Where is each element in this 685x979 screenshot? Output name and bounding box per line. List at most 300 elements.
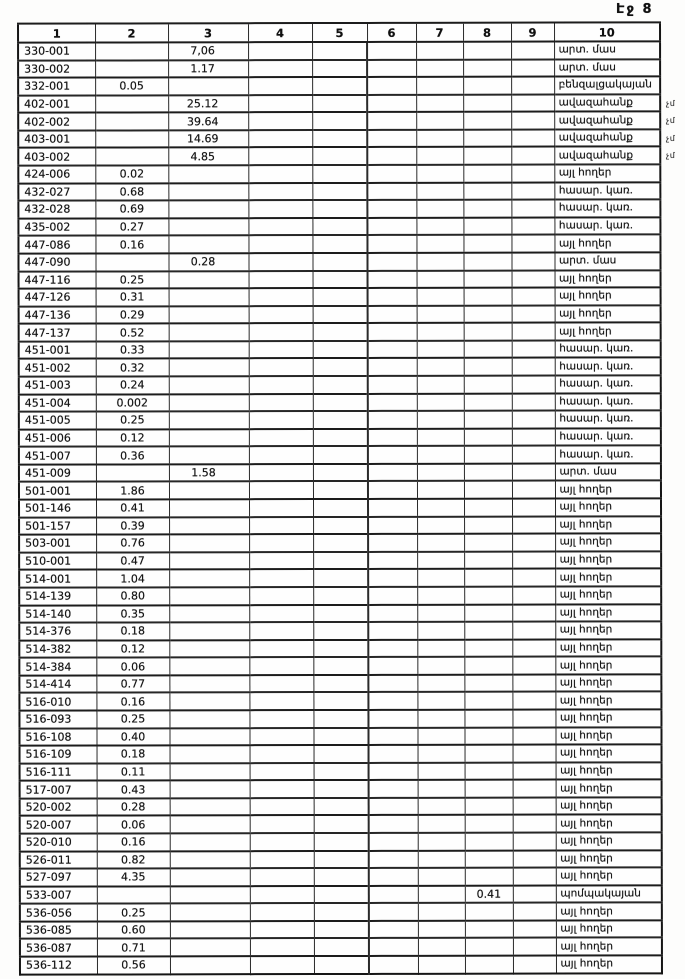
value-cell xyxy=(248,165,312,183)
table-row xyxy=(19,463,661,482)
value-cell xyxy=(417,692,464,710)
value-cell xyxy=(170,868,250,886)
value-cell: 0.47 xyxy=(96,552,169,570)
column-header-9: 9 xyxy=(511,23,554,42)
value-cell: 0.18 xyxy=(96,622,169,640)
value-cell xyxy=(170,921,250,939)
value-cell xyxy=(313,675,368,693)
value-cell xyxy=(250,763,314,781)
value-cell xyxy=(249,271,313,289)
value-cell xyxy=(368,604,417,622)
value-cell xyxy=(250,939,314,957)
value-cell xyxy=(465,833,513,851)
parcel-code-cell: 447-116 xyxy=(19,271,96,289)
value-cell xyxy=(511,59,554,77)
value-cell xyxy=(95,60,168,78)
parcel-code-cell: 514-001 xyxy=(19,570,96,588)
parcel-code-cell: 514-384 xyxy=(19,658,96,676)
parcel-code-cell: 451-006 xyxy=(19,429,96,447)
value-cell xyxy=(248,148,312,166)
value-cell xyxy=(313,517,368,535)
parcel-code-cell: 526-011 xyxy=(20,851,97,869)
value-cell xyxy=(417,288,464,306)
column-header-6: 6 xyxy=(367,23,416,42)
value-cell xyxy=(464,288,512,306)
value-cell xyxy=(170,816,250,834)
parcel-code-cell: 447-137 xyxy=(19,324,96,342)
value-cell xyxy=(249,692,313,710)
value-cell xyxy=(416,218,463,236)
land-use-cell: հասար. կառ. xyxy=(554,200,660,218)
value-cell xyxy=(368,675,417,693)
value-cell xyxy=(312,60,367,78)
value-cell xyxy=(314,745,369,763)
parcel-code-cell: 501-001 xyxy=(19,482,96,500)
value-cell xyxy=(417,358,464,376)
value-cell xyxy=(367,42,416,60)
value-cell xyxy=(249,710,313,728)
value-cell xyxy=(248,60,312,78)
value-cell xyxy=(464,587,512,605)
value-cell xyxy=(250,868,314,886)
value-cell xyxy=(511,77,554,95)
land-use-cell: այլ հողեր xyxy=(556,903,662,921)
value-cell: 0.31 xyxy=(96,288,169,306)
land-use-cell: այլ հողեր xyxy=(556,867,662,885)
land-use-cell: այլ հողեր xyxy=(555,604,661,622)
value-cell xyxy=(250,921,314,939)
land-use-cell: արտ. մաս xyxy=(555,463,661,481)
table-row xyxy=(19,639,661,658)
table-row xyxy=(20,920,662,939)
value-cell xyxy=(369,850,418,868)
value-cell xyxy=(464,674,512,692)
value-cell xyxy=(512,288,555,306)
value-cell xyxy=(169,288,249,306)
land-use-cell: այլ հողեր xyxy=(556,920,662,938)
value-cell xyxy=(417,552,464,570)
value-cell xyxy=(368,516,417,534)
value-cell xyxy=(369,763,418,781)
table-row xyxy=(19,516,661,535)
value-cell xyxy=(169,605,249,623)
value-cell xyxy=(463,253,511,271)
land-use-cell: այլ հողեր xyxy=(556,832,662,850)
value-cell xyxy=(512,463,555,481)
value-cell: 0.29 xyxy=(96,306,169,324)
value-cell xyxy=(513,903,556,921)
value-cell xyxy=(513,815,556,833)
value-cell xyxy=(169,693,249,711)
table-row xyxy=(18,252,660,271)
value-cell xyxy=(170,780,250,798)
parcel-code-cell: 332-001 xyxy=(18,78,95,96)
land-use-cell: այլ հողեր xyxy=(555,569,661,587)
value-cell xyxy=(250,815,314,833)
value-cell xyxy=(368,306,417,324)
value-cell xyxy=(417,587,464,605)
table-row xyxy=(20,797,662,816)
value-cell xyxy=(314,886,369,904)
value-cell xyxy=(248,235,312,253)
value-cell xyxy=(169,534,249,552)
value-cell xyxy=(463,147,511,165)
margin-annotation: չմ xyxy=(666,151,676,161)
value-cell xyxy=(512,692,555,710)
value-cell: 0.02 xyxy=(95,165,168,183)
value-cell xyxy=(250,956,314,974)
value-cell xyxy=(314,763,369,781)
value-cell xyxy=(512,305,555,323)
value-cell xyxy=(169,499,249,517)
value-cell: 0.16 xyxy=(97,833,170,851)
parcel-code-cell: 451-007 xyxy=(19,447,96,465)
value-cell xyxy=(513,762,556,780)
value-cell xyxy=(95,130,168,148)
value-cell xyxy=(249,587,313,605)
value-cell xyxy=(313,604,368,622)
value-cell xyxy=(416,200,463,218)
parcel-code-cell: 520-007 xyxy=(20,816,97,834)
value-cell xyxy=(313,534,368,552)
value-cell xyxy=(367,130,416,148)
parcel-code-cell: 451-003 xyxy=(19,376,96,394)
value-cell xyxy=(511,94,554,112)
value-cell xyxy=(512,270,555,288)
value-cell xyxy=(168,218,248,236)
value-cell xyxy=(250,886,314,904)
value-cell: 1.04 xyxy=(96,570,169,588)
table-row xyxy=(19,569,661,588)
value-cell xyxy=(250,798,314,816)
value-cell xyxy=(249,675,313,693)
value-cell xyxy=(368,499,417,517)
value-cell xyxy=(368,464,417,482)
value-cell xyxy=(312,200,367,218)
value-cell xyxy=(249,288,313,306)
land-use-cell: ավազահանք xyxy=(554,112,660,130)
value-cell xyxy=(249,605,313,623)
value-cell xyxy=(464,340,512,358)
value-cell: 0.11 xyxy=(97,763,170,781)
value-cell xyxy=(249,657,313,675)
value-cell: 0.80 xyxy=(96,587,169,605)
value-cell xyxy=(511,217,554,235)
value-cell xyxy=(465,745,513,763)
value-cell xyxy=(169,411,249,429)
value-cell xyxy=(170,763,250,781)
parcel-code-cell: 451-009 xyxy=(19,464,96,482)
value-cell xyxy=(169,710,249,728)
column-header-4: 4 xyxy=(248,23,312,42)
land-use-cell: ավազահանք xyxy=(554,129,660,147)
value-cell xyxy=(368,446,417,464)
value-cell xyxy=(169,341,249,359)
value-cell xyxy=(512,639,555,657)
value-cell xyxy=(248,130,312,148)
value-cell xyxy=(369,833,418,851)
table-row xyxy=(20,850,662,869)
value-cell xyxy=(368,534,417,552)
land-use-cell: այլ հողեր xyxy=(555,270,661,288)
value-cell xyxy=(511,129,554,147)
land-use-cell: այլ հողեր xyxy=(555,481,661,499)
parcel-code-cell: 517-007 xyxy=(20,781,97,799)
value-cell xyxy=(464,446,512,464)
value-cell: 0.71 xyxy=(97,939,170,957)
value-cell xyxy=(313,552,368,570)
value-cell xyxy=(369,956,418,974)
land-use-cell: այլ հողեր xyxy=(556,850,662,868)
value-cell xyxy=(312,183,367,201)
value-cell xyxy=(417,428,464,446)
value-cell xyxy=(417,411,464,429)
land-use-cell: հասար. կառ. xyxy=(555,410,661,428)
land-use-cell: այլ հողեր xyxy=(555,287,661,305)
parcel-code-cell: 447-126 xyxy=(19,289,96,307)
value-cell xyxy=(417,516,464,534)
value-cell xyxy=(369,921,418,939)
value-cell xyxy=(249,569,313,587)
value-cell xyxy=(97,886,170,904)
value-cell xyxy=(418,903,465,921)
value-cell xyxy=(250,851,314,869)
table-row xyxy=(18,235,660,254)
value-cell xyxy=(512,446,555,464)
value-cell xyxy=(313,429,368,447)
value-cell xyxy=(465,868,513,886)
value-cell xyxy=(512,604,555,622)
value-cell xyxy=(511,147,554,165)
value-cell xyxy=(170,833,250,851)
value-cell xyxy=(513,833,556,851)
value-cell: 0.27 xyxy=(95,218,168,236)
column-header-8: 8 xyxy=(463,23,511,42)
value-cell xyxy=(464,657,512,675)
value-cell: 0.35 xyxy=(96,605,169,623)
value-cell xyxy=(418,833,465,851)
value-cell xyxy=(416,165,463,183)
value-cell xyxy=(249,622,313,640)
value-cell xyxy=(417,710,464,728)
value-cell xyxy=(248,95,312,113)
table-container xyxy=(17,21,663,975)
value-cell: 0.60 xyxy=(97,921,170,939)
value-cell xyxy=(314,921,369,939)
land-use-cell: այլ հողեր xyxy=(555,534,661,552)
table-row xyxy=(19,498,661,517)
value-cell: 0.16 xyxy=(96,693,169,711)
table-row xyxy=(18,41,660,60)
land-use-cell: այլ հողեր xyxy=(555,709,661,727)
value-cell: 0.43 xyxy=(97,781,170,799)
parcel-code-cell: 514-140 xyxy=(19,605,96,623)
land-use-cell: հասար. կառ. xyxy=(555,446,661,464)
value-cell xyxy=(249,446,313,464)
value-cell xyxy=(369,886,418,904)
value-cell xyxy=(168,165,248,183)
value-cell xyxy=(464,534,512,552)
parcel-code-cell: 402-001 xyxy=(18,95,95,113)
value-cell xyxy=(368,657,417,675)
margin-annotation: չմ xyxy=(666,116,676,126)
value-cell xyxy=(416,253,463,271)
table-row xyxy=(19,674,661,693)
parcel-code-cell: 510-001 xyxy=(19,552,96,570)
value-cell: 0.002 xyxy=(96,394,169,412)
value-cell xyxy=(169,271,249,289)
land-use-cell: հասար. կառ. xyxy=(555,393,661,411)
value-cell xyxy=(248,112,312,130)
value-cell xyxy=(464,393,512,411)
land-register-table xyxy=(17,21,663,975)
value-cell: 0.06 xyxy=(97,816,170,834)
value-cell xyxy=(312,147,367,165)
value-cell xyxy=(249,640,313,658)
value-cell xyxy=(417,464,464,482)
value-cell xyxy=(512,376,555,394)
value-cell xyxy=(368,727,417,745)
value-cell xyxy=(511,200,554,218)
value-cell: 25.12 xyxy=(168,95,248,113)
value-cell xyxy=(418,850,465,868)
parcel-code-cell: 527-097 xyxy=(20,869,97,887)
value-cell xyxy=(313,657,368,675)
value-cell xyxy=(513,780,556,798)
value-cell xyxy=(314,798,369,816)
value-cell xyxy=(314,938,369,956)
table-row xyxy=(18,200,660,219)
value-cell xyxy=(464,551,512,569)
value-cell xyxy=(95,42,168,60)
table-row xyxy=(18,94,660,113)
value-cell xyxy=(169,640,249,658)
value-cell xyxy=(313,323,368,341)
value-cell xyxy=(249,728,313,746)
value-cell xyxy=(464,305,512,323)
value-cell xyxy=(313,481,368,499)
value-cell xyxy=(314,815,369,833)
value-cell xyxy=(418,921,465,939)
table-row xyxy=(19,586,661,605)
value-cell xyxy=(367,112,416,130)
value-cell xyxy=(513,956,556,974)
value-cell xyxy=(418,762,465,780)
land-use-cell: այլ հողեր xyxy=(556,762,662,780)
land-use-cell: արտ. մաս xyxy=(554,252,660,270)
value-cell xyxy=(313,727,368,745)
value-cell xyxy=(464,358,512,376)
value-cell: 0.36 xyxy=(96,447,169,465)
value-cell xyxy=(249,394,313,412)
value-cell xyxy=(169,429,249,447)
table-row xyxy=(20,867,662,886)
value-cell xyxy=(512,674,555,692)
value-cell xyxy=(369,903,418,921)
value-cell xyxy=(367,235,416,253)
value-cell xyxy=(512,657,555,675)
value-cell xyxy=(368,376,417,394)
value-cell xyxy=(369,798,418,816)
value-cell xyxy=(463,77,511,95)
value-cell xyxy=(249,429,313,447)
value-cell xyxy=(168,77,248,95)
value-cell xyxy=(368,552,417,570)
value-cell xyxy=(312,165,367,183)
parcel-code-cell: 402-002 xyxy=(18,113,95,131)
value-cell xyxy=(369,780,418,798)
value-cell: 4.85 xyxy=(168,148,248,166)
value-cell xyxy=(313,358,368,376)
land-use-cell: ավազահանք xyxy=(554,147,660,165)
value-cell xyxy=(511,165,554,183)
value-cell xyxy=(314,903,369,921)
value-cell: 0.16 xyxy=(95,236,168,254)
value-cell: 14.69 xyxy=(168,130,248,148)
value-cell: 0.12 xyxy=(96,429,169,447)
value-cell xyxy=(464,428,512,446)
value-cell xyxy=(418,938,465,956)
value-cell xyxy=(248,42,312,60)
value-cell xyxy=(95,148,168,166)
value-cell xyxy=(511,182,554,200)
value-cell: 0.82 xyxy=(97,851,170,869)
value-cell xyxy=(463,235,511,253)
value-cell: 1.58 xyxy=(169,464,249,482)
value-cell xyxy=(312,130,367,148)
value-cell xyxy=(170,904,250,922)
parcel-code-cell: 451-001 xyxy=(19,341,96,359)
value-cell: 0.25 xyxy=(97,904,170,922)
value-cell: 0.05 xyxy=(95,78,168,96)
value-cell: 0.28 xyxy=(168,253,248,271)
value-cell: 0.39 xyxy=(96,517,169,535)
value-cell xyxy=(367,218,416,236)
value-cell xyxy=(464,639,512,657)
column-header-5: 5 xyxy=(312,23,367,42)
value-cell xyxy=(170,851,250,869)
value-cell xyxy=(368,569,417,587)
value-cell xyxy=(464,464,512,482)
value-cell: 0.24 xyxy=(96,376,169,394)
value-cell xyxy=(416,182,463,200)
table-row xyxy=(19,305,661,324)
parcel-code-cell: 451-002 xyxy=(19,359,96,377)
value-cell xyxy=(418,798,465,816)
value-cell xyxy=(249,499,313,517)
value-cell xyxy=(417,727,464,745)
value-cell xyxy=(367,59,416,77)
table-row xyxy=(19,551,661,570)
parcel-code-cell: 514-414 xyxy=(19,675,96,693)
value-cell xyxy=(313,270,368,288)
value-cell xyxy=(95,95,168,113)
value-cell xyxy=(248,183,312,201)
value-cell xyxy=(464,692,512,710)
value-cell xyxy=(512,340,555,358)
value-cell xyxy=(512,411,555,429)
value-cell xyxy=(512,710,555,728)
value-cell xyxy=(169,323,249,341)
value-cell: 1.17 xyxy=(168,60,248,78)
value-cell xyxy=(513,938,556,956)
land-use-cell: հասար. կառ. xyxy=(555,340,661,358)
parcel-code-cell: 520-002 xyxy=(20,798,97,816)
value-cell xyxy=(169,482,249,500)
value-cell xyxy=(250,903,314,921)
value-cell xyxy=(248,253,312,271)
value-cell xyxy=(367,182,416,200)
